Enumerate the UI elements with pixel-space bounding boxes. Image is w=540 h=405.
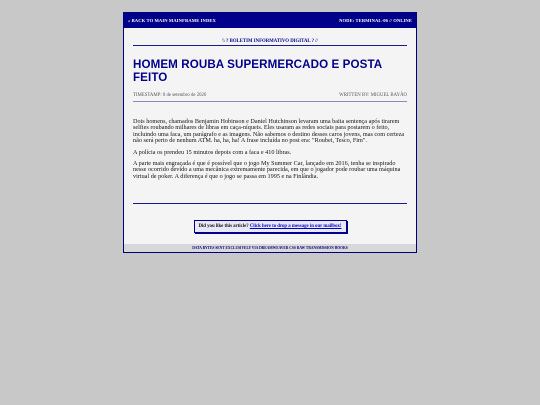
feedback-box [194,220,347,233]
article-paragraph: Dois homens, chamados Benjamin Hobinson e Daniel Hutchinson levaram uma baita sentença após tirarem selfies roubando milhares de libras em caça-níqueis. Eles usaram as redes sociais para postarem o feito, incluindo uma faca, um parágrafo e as imagens. Não sabemos o destino desses caros jovens, mas com certeza não será perto de nenhum ATM. ha, ha, ha! A frase incluída no post era: "Roubei, Tesco, Fim". [133,118,405,145]
article-content [124,38,416,233]
article-paragraph: A parte mais engraçada é que é possível que o jogo My Summer Car, lançado em 2016, tenha se inspirado nesse ocorrido devido a uma mecânica extremamente parecida, em que o jogador pode roubar uma máquina virtual de poker. A diferença é que o jogo se passa em 1995 e na Finlândia. [133,160,401,180]
feedback-box-wrapper [133,214,407,233]
article-paragraph: A polícia os prendeu 15 minutos depois com a faca e 410 libras. [133,148,292,156]
article-window [123,12,417,253]
bulletin-label: \\ ? BOLETIM INFORMATIVO DIGITAL ? // [222,39,318,44]
node-status-label: NODE: TERMINAL-06 // ONLINE [339,18,412,23]
timestamp-label: TIMESTAMP: 8 de setembro de 2026 [133,93,207,98]
mailbox-link[interactable]: Click here to drop a message in our mailbox! [249,224,342,230]
article-meta [133,92,407,100]
article-headline: HOMEM ROUBA SUPERMERCADO E POSTA FEITO [133,58,382,84]
divider-top [133,45,407,46]
back-to-index-link[interactable]: « BACK TO MAIN MAINFRAME INDEX [128,18,216,23]
footer-bar: DATA BYTES SENT EXCLUSIVELY VIA DREAMWEAVER CSS RAW TRANSMISSION HOOKS [124,244,416,252]
author-label: WRITTEN BY: MIGUEL BAYÃO [339,93,407,98]
article-body [133,119,407,180]
top-navigation-bar [124,13,416,28]
divider-meta [133,101,407,102]
feedback-prompt: Did you like this article? [198,224,249,230]
divider-bottom [133,203,407,204]
